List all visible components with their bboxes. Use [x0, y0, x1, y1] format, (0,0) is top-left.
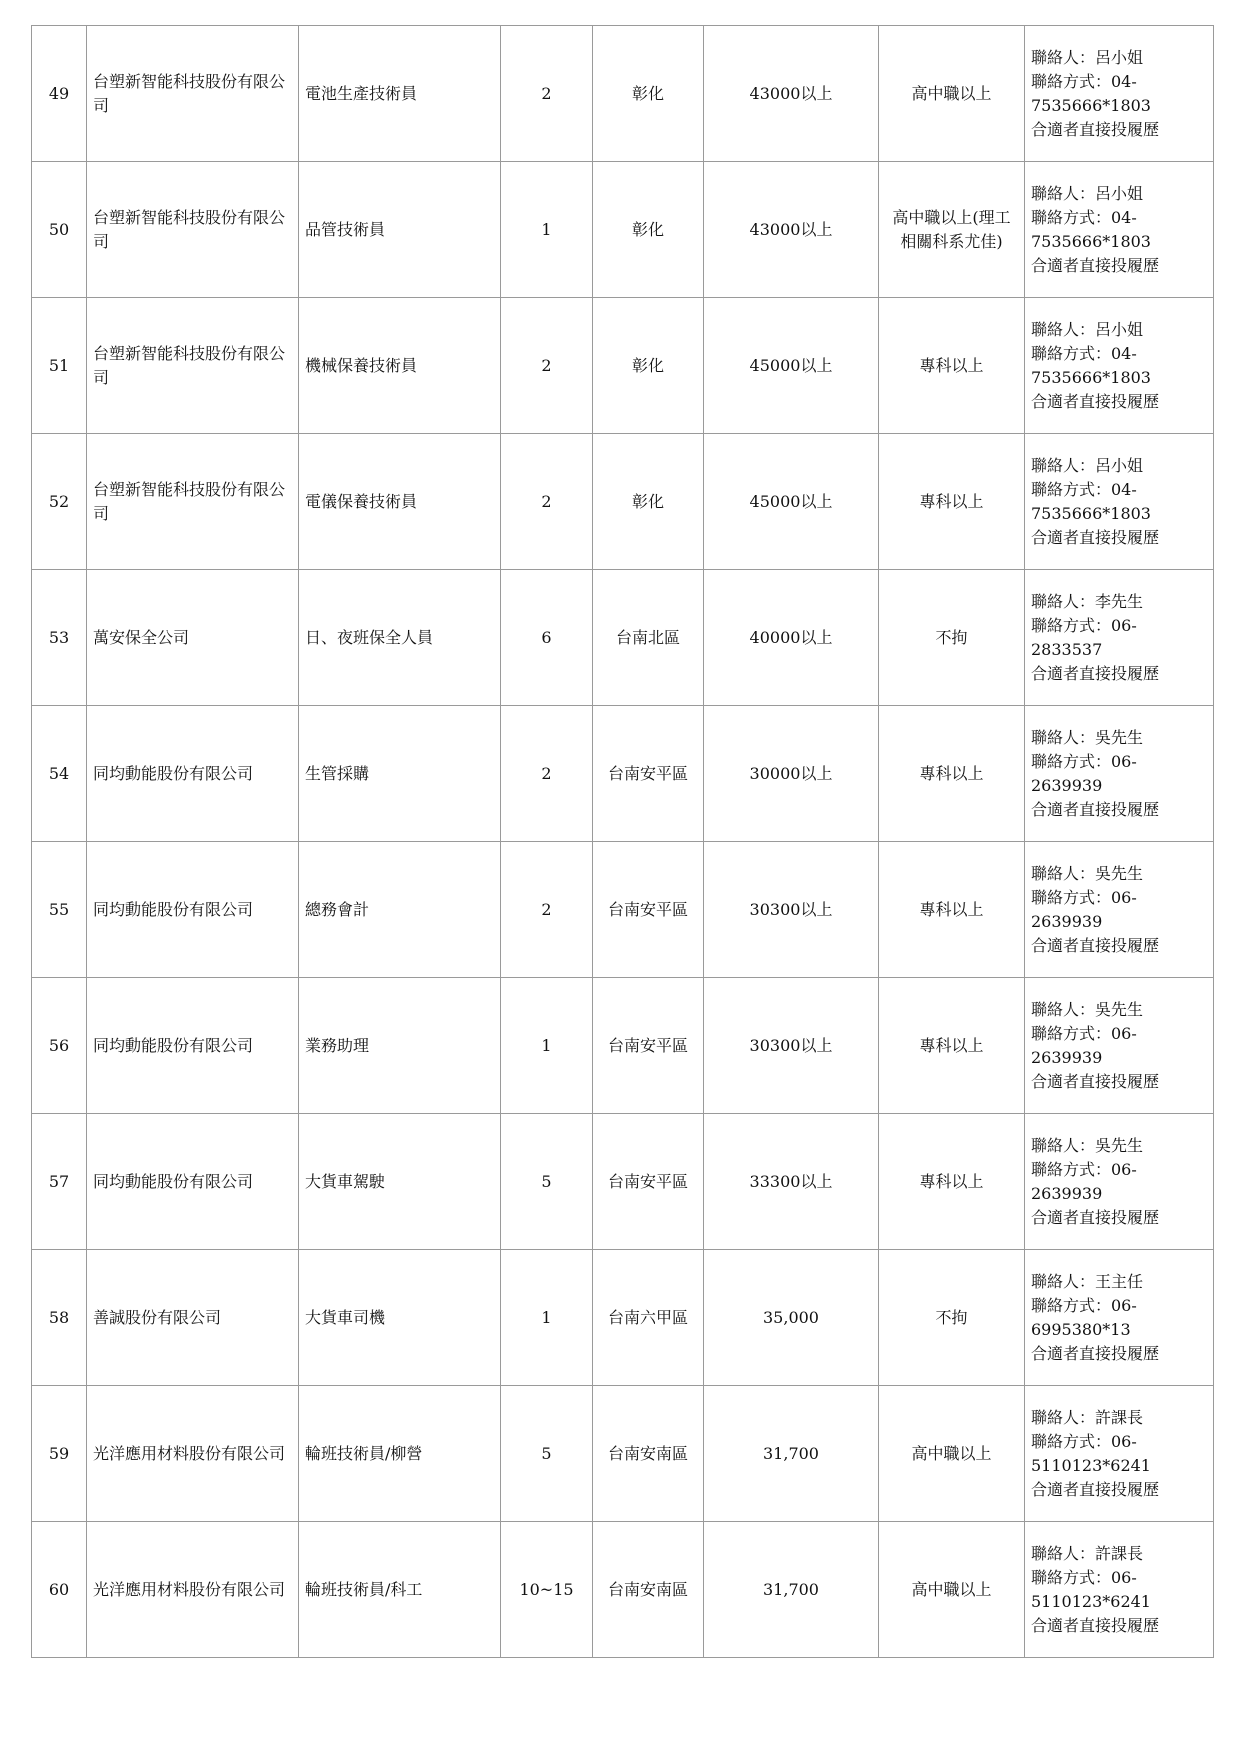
job-title: 大貨車駕駛: [299, 1114, 501, 1250]
contact-phone: 5110123*6241: [1031, 1455, 1151, 1475]
contact-info: [1025, 706, 1214, 842]
contact-person: 聯絡人：許課長: [1031, 1543, 1144, 1563]
openings-count: 1: [501, 1250, 593, 1386]
contact-person: 聯絡人：呂小姐: [1031, 455, 1144, 475]
work-location: 台南北區: [593, 570, 704, 706]
table-row: [32, 434, 1214, 570]
row-number: 56: [32, 978, 87, 1114]
table-row: [32, 1386, 1214, 1522]
contact-info: [1025, 26, 1214, 162]
contact-method: 聯絡方式：06-: [1031, 1295, 1137, 1315]
education-requirement: 高中職以上(理工相關科系尤佳): [879, 162, 1025, 298]
work-location: 台南安平區: [593, 1114, 704, 1250]
contact-person: 聯絡人：呂小姐: [1031, 47, 1144, 67]
contact-phone: 2639939: [1031, 1047, 1103, 1067]
education-requirement: 高中職以上: [879, 26, 1025, 162]
contact-info: [1025, 570, 1214, 706]
job-title: 日、夜班保全人員: [299, 570, 501, 706]
company-name: 台塑新智能科技股份有限公司: [87, 434, 299, 570]
contact-note: 合適者直接投履歷: [1031, 663, 1160, 683]
table-row: [32, 1250, 1214, 1386]
contact-phone: 5110123*6241: [1031, 1591, 1151, 1611]
openings-count: 2: [501, 298, 593, 434]
company-name: 善誠股份有限公司: [87, 1250, 299, 1386]
contact-person: 聯絡人：李先生: [1031, 591, 1144, 611]
company-name: 台塑新智能科技股份有限公司: [87, 298, 299, 434]
table-row: [32, 162, 1214, 298]
table-row: [32, 978, 1214, 1114]
work-location: 台南安平區: [593, 842, 704, 978]
contact-info: [1025, 162, 1214, 298]
contact-person: 聯絡人：吳先生: [1031, 1135, 1144, 1155]
salary: 31,700: [704, 1522, 879, 1658]
education-requirement: 不拘: [879, 1250, 1025, 1386]
company-name: 同均動能股份有限公司: [87, 978, 299, 1114]
contact-method: 聯絡方式：04-: [1031, 71, 1137, 91]
job-title: 大貨車司機: [299, 1250, 501, 1386]
salary: 30300以上: [704, 842, 879, 978]
work-location: 彰化: [593, 26, 704, 162]
table-row: [32, 570, 1214, 706]
table-row: [32, 706, 1214, 842]
contact-note: 合適者直接投履歷: [1031, 255, 1160, 275]
contact-note: 合適者直接投履歷: [1031, 1071, 1160, 1091]
row-number: 54: [32, 706, 87, 842]
contact-phone: 7535666*1803: [1031, 231, 1151, 251]
job-listings-table: [31, 25, 1214, 1658]
company-name: 台塑新智能科技股份有限公司: [87, 162, 299, 298]
row-number: 58: [32, 1250, 87, 1386]
contact-note: 合適者直接投履歷: [1031, 391, 1160, 411]
work-location: 彰化: [593, 298, 704, 434]
contact-note: 合適者直接投履歷: [1031, 935, 1160, 955]
contact-phone: 7535666*1803: [1031, 367, 1151, 387]
education-requirement: 專科以上: [879, 842, 1025, 978]
contact-info: [1025, 1386, 1214, 1522]
contact-method: 聯絡方式：06-: [1031, 1431, 1137, 1451]
contact-method: 聯絡方式：06-: [1031, 1023, 1137, 1043]
contact-note: 合適者直接投履歷: [1031, 527, 1160, 547]
salary: 30000以上: [704, 706, 879, 842]
contact-info: [1025, 298, 1214, 434]
contact-person: 聯絡人：吳先生: [1031, 727, 1144, 747]
contact-method: 聯絡方式：04-: [1031, 343, 1137, 363]
contact-phone: 2639939: [1031, 911, 1103, 931]
education-requirement: 高中職以上: [879, 1386, 1025, 1522]
openings-count: 10~15: [501, 1522, 593, 1658]
salary: 43000以上: [704, 26, 879, 162]
contact-note: 合適者直接投履歷: [1031, 1615, 1160, 1635]
work-location: 彰化: [593, 434, 704, 570]
job-title: 輪班技術員/柳營: [299, 1386, 501, 1522]
contact-phone: 7535666*1803: [1031, 503, 1151, 523]
row-number: 52: [32, 434, 87, 570]
contact-note: 合適者直接投履歷: [1031, 799, 1160, 819]
company-name: 光洋應用材料股份有限公司: [87, 1386, 299, 1522]
contact-phone: 2833537: [1031, 639, 1103, 659]
row-number: 49: [32, 26, 87, 162]
contact-method: 聯絡方式：06-: [1031, 751, 1137, 771]
openings-count: 2: [501, 842, 593, 978]
contact-info: [1025, 1250, 1214, 1386]
contact-note: 合適者直接投履歷: [1031, 119, 1160, 139]
company-name: 同均動能股份有限公司: [87, 1114, 299, 1250]
work-location: 台南六甲區: [593, 1250, 704, 1386]
table-row: [32, 1114, 1214, 1250]
contact-phone: 2639939: [1031, 1183, 1103, 1203]
row-number: 55: [32, 842, 87, 978]
table-row: [32, 298, 1214, 434]
openings-count: 5: [501, 1386, 593, 1522]
work-location: 彰化: [593, 162, 704, 298]
work-location: 台南安南區: [593, 1522, 704, 1658]
work-location: 台南安平區: [593, 706, 704, 842]
row-number: 60: [32, 1522, 87, 1658]
contact-method: 聯絡方式：06-: [1031, 887, 1137, 907]
openings-count: 5: [501, 1114, 593, 1250]
company-name: 同均動能股份有限公司: [87, 842, 299, 978]
salary: 43000以上: [704, 162, 879, 298]
salary: 31,700: [704, 1386, 879, 1522]
job-title: 品管技術員: [299, 162, 501, 298]
job-title: 電儀保養技術員: [299, 434, 501, 570]
contact-info: [1025, 1114, 1214, 1250]
job-title: 輪班技術員/科工: [299, 1522, 501, 1658]
contact-person: 聯絡人：吳先生: [1031, 999, 1144, 1019]
work-location: 台南安平區: [593, 978, 704, 1114]
job-title: 生管採購: [299, 706, 501, 842]
contact-info: [1025, 978, 1214, 1114]
job-title: 業務助理: [299, 978, 501, 1114]
contact-person: 聯絡人：呂小姐: [1031, 183, 1144, 203]
openings-count: 2: [501, 706, 593, 842]
education-requirement: 不拘: [879, 570, 1025, 706]
row-number: 57: [32, 1114, 87, 1250]
job-title: 機械保養技術員: [299, 298, 501, 434]
row-number: 51: [32, 298, 87, 434]
table-row: [32, 1522, 1214, 1658]
contact-info: [1025, 842, 1214, 978]
salary: 40000以上: [704, 570, 879, 706]
openings-count: 1: [501, 978, 593, 1114]
education-requirement: 專科以上: [879, 978, 1025, 1114]
contact-method: 聯絡方式：06-: [1031, 615, 1137, 635]
education-requirement: 專科以上: [879, 1114, 1025, 1250]
contact-method: 聯絡方式：06-: [1031, 1567, 1137, 1587]
openings-count: 1: [501, 162, 593, 298]
contact-person: 聯絡人：呂小姐: [1031, 319, 1144, 339]
education-requirement: 高中職以上: [879, 1522, 1025, 1658]
table-body: [32, 26, 1214, 1658]
job-title: 電池生產技術員: [299, 26, 501, 162]
contact-info: [1025, 1522, 1214, 1658]
contact-phone: 6995380*13: [1031, 1319, 1131, 1339]
salary: 33300以上: [704, 1114, 879, 1250]
openings-count: 6: [501, 570, 593, 706]
salary: 30300以上: [704, 978, 879, 1114]
openings-count: 2: [501, 434, 593, 570]
contact-method: 聯絡方式：04-: [1031, 207, 1137, 227]
education-requirement: 專科以上: [879, 434, 1025, 570]
salary: 35,000: [704, 1250, 879, 1386]
contact-phone: 7535666*1803: [1031, 95, 1151, 115]
contact-note: 合適者直接投履歷: [1031, 1207, 1160, 1227]
education-requirement: 專科以上: [879, 298, 1025, 434]
contact-person: 聯絡人：王主任: [1031, 1271, 1144, 1291]
contact-person: 聯絡人：許課長: [1031, 1407, 1144, 1427]
openings-count: 2: [501, 26, 593, 162]
table-row: [32, 842, 1214, 978]
contact-note: 合適者直接投履歷: [1031, 1479, 1160, 1499]
company-name: 光洋應用材料股份有限公司: [87, 1522, 299, 1658]
contact-note: 合適者直接投履歷: [1031, 1343, 1160, 1363]
row-number: 50: [32, 162, 87, 298]
contact-person: 聯絡人：吳先生: [1031, 863, 1144, 883]
contact-method: 聯絡方式：04-: [1031, 479, 1137, 499]
salary: 45000以上: [704, 434, 879, 570]
company-name: 同均動能股份有限公司: [87, 706, 299, 842]
work-location: 台南安南區: [593, 1386, 704, 1522]
job-title: 總務會計: [299, 842, 501, 978]
contact-info: [1025, 434, 1214, 570]
company-name: 台塑新智能科技股份有限公司: [87, 26, 299, 162]
table-row: [32, 26, 1214, 162]
contact-phone: 2639939: [1031, 775, 1103, 795]
education-requirement: 專科以上: [879, 706, 1025, 842]
contact-method: 聯絡方式：06-: [1031, 1159, 1137, 1179]
row-number: 53: [32, 570, 87, 706]
company-name: 萬安保全公司: [87, 570, 299, 706]
salary: 45000以上: [704, 298, 879, 434]
row-number: 59: [32, 1386, 87, 1522]
